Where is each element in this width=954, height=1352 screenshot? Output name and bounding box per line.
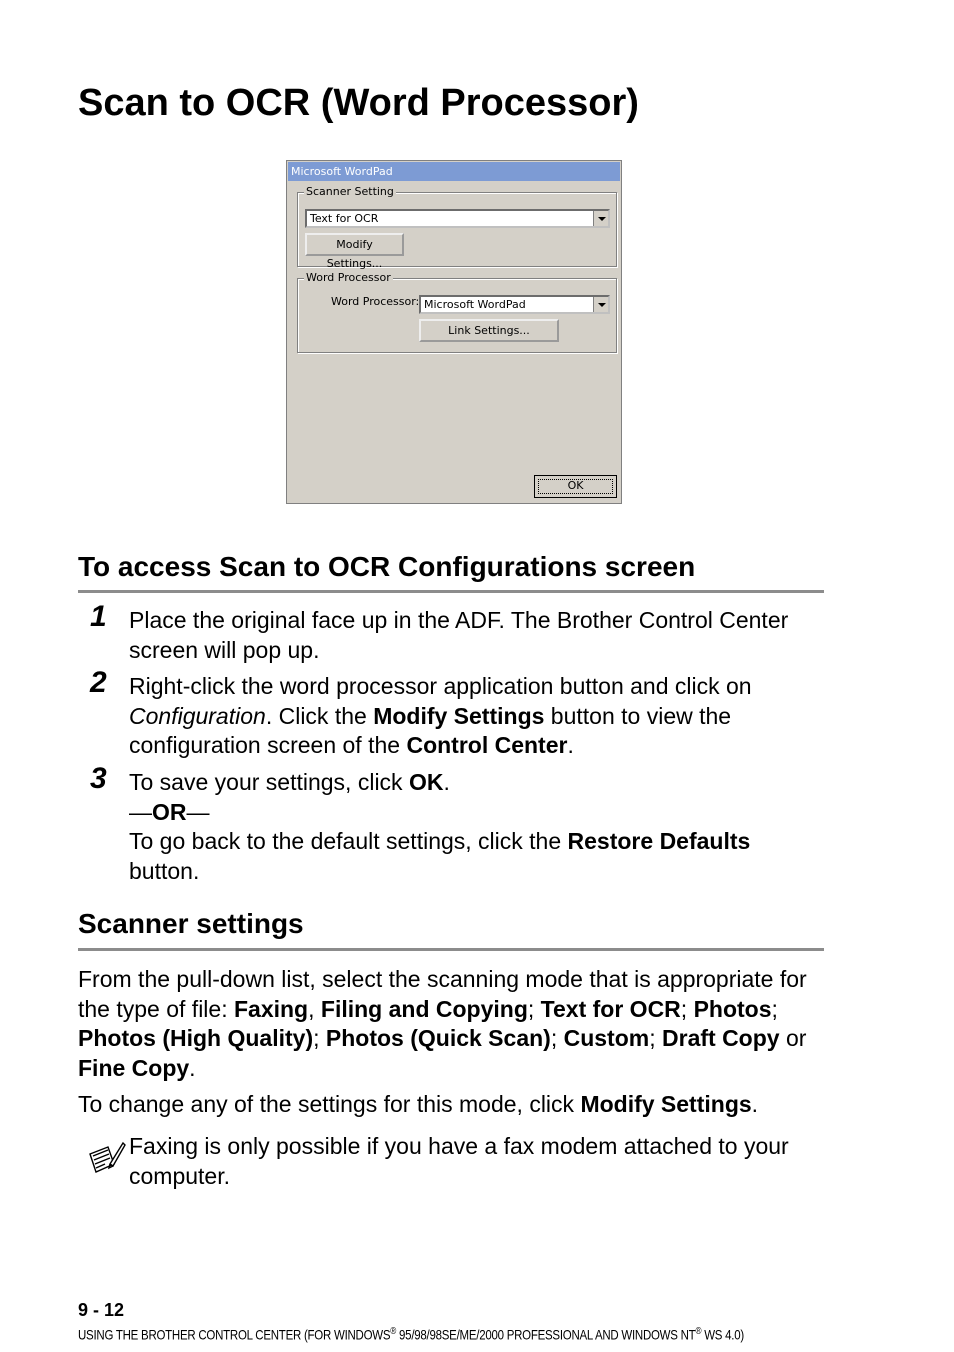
link-settings-button[interactable]: Link Settings... (419, 319, 559, 342)
page-title: Scan to OCR (Word Processor) (78, 82, 639, 124)
modify-settings-button[interactable]: Modify Settings... (305, 233, 404, 256)
or-separator: —OR— (129, 798, 210, 825)
page-number: 9 - 12 (78, 1300, 125, 1320)
step-1-text: Place the original face up in the ADF. The Brother Control Center screen will pop up. (129, 607, 789, 663)
word-processor-label: Word Processor: (331, 295, 420, 308)
step-number: 2 (90, 666, 107, 699)
word-processor-legend: Word Processor (306, 271, 391, 284)
note-text: Faxing is only possible if you have a fax modem attached to your computer. (129, 1133, 789, 1189)
section-rule (78, 590, 824, 593)
scanner-setting-select[interactable] (305, 209, 610, 228)
page-footer (78, 1300, 954, 1346)
modify-settings-paragraph: To change any of the settings for this mode, click Modify Settings. (78, 1091, 759, 1117)
note-pencil-icon (86, 1138, 126, 1178)
scanner-setting-legend: Scanner Setting (306, 185, 394, 198)
section-heading-scanner-settings: Scanner settings (78, 908, 304, 939)
section-heading-access: To access Scan to OCR Configurations screen (78, 551, 696, 582)
word-processor-value: Microsoft WordPad (424, 298, 526, 311)
scanner-modes-paragraph: From the pull-down list, select the scanning mode that is appropriate for the type of file: Faxing, Filing and Copying; Text for OCR; Photos; Photos (High Quality); Photos (Quick Scan); Custom; Draft Copy or Fine Copy. (78, 966, 807, 1081)
chevron-down-icon[interactable] (593, 297, 608, 312)
running-head: USING THE BROTHER CONTROL CENTER (FOR WINDOWS® 95/98/98SE/ME/2000 PROFESSIONAL AND WINDOWS NT® WS 4.0) (78, 1326, 744, 1343)
step-number: 1 (90, 600, 107, 633)
wordpad-settings-dialog (286, 160, 622, 504)
ok-button[interactable]: OK (534, 475, 617, 498)
scanner-setting-value: Text for OCR (310, 212, 379, 225)
chevron-down-icon[interactable] (593, 211, 608, 226)
section-rule (78, 948, 824, 951)
step-2-text: Right-click the word processor application button and click on Configuration. Click the Modify Settings button to view the configuration screen of the Control Center. (129, 673, 752, 758)
step-3-text: To save your settings, click OK. —OR— To go back to the default settings, click the Restore Defaults button. (129, 768, 824, 886)
step-number: 3 (90, 762, 107, 795)
dialog-titlebar: Microsoft WordPad (288, 162, 620, 181)
word-processor-select[interactable] (419, 295, 610, 314)
